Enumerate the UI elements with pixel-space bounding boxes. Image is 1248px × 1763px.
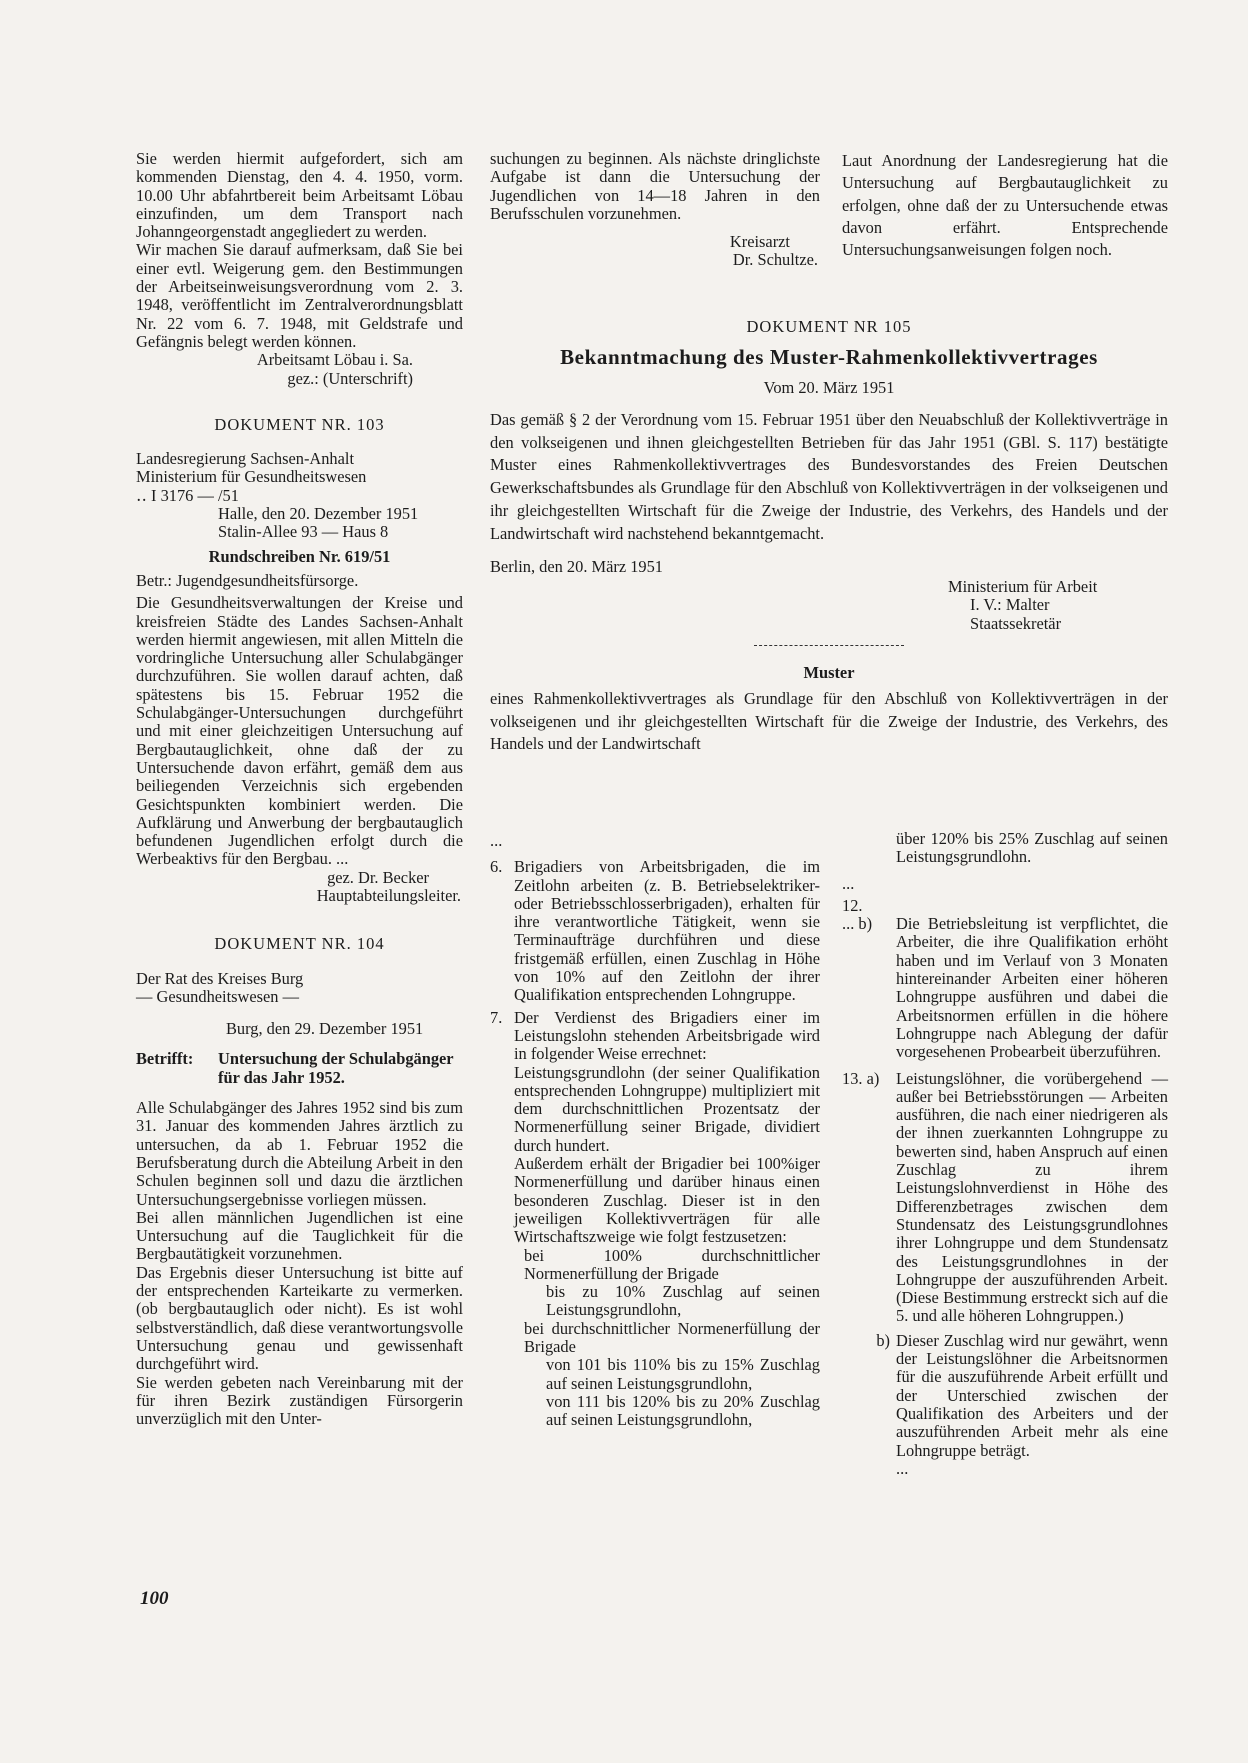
item-6 <box>490 858 820 1004</box>
doc103-address: Stalin-Allee 93 — Haus 8 <box>218 522 389 542</box>
doc105-section <box>490 318 1168 756</box>
muster-title: Muster <box>803 662 855 682</box>
doc103-body: Die Gesundheitsverwaltungen der Kreise und kreisfreien Städte des Landes Sachsen-Anhalt werden hiermit angewiesen, mit allen Mitteln die vordringliche Untersuchung aller Schulabgänger durchzuführen. Sie wollen darauf achten, daß spätestens bis 15. Februar 1952 die Schulabgänger-Untersuchungen durchgeführt und mit einer gleichzeitigen Untersuchung auf Bergbautauglichkeit, ohne daß der zu Untersuchende davon erfährt, gemäß dem aus beiliegenden Verzeichnis sich ergebenden Gesichtspunkten kombiniert werden. Die Aufklärung und Anwerbung der bergbautauglich befundenen Jugendlichen erfolgt durch die Werbeaktivs für den Bergbau. ... <box>136 593 463 869</box>
doc104-sender-line-2: — Gesundheitswesen — <box>136 986 299 1006</box>
doc102-signature-office: Arbeitsamt Löbau i. Sa. <box>256 350 413 370</box>
doc105-body: Das gemäß § 2 der Verordnung vom 15. Februar 1951 über den Neuabschluß der Kollektivverträge in den volkseigenen und ihnen gleichgestellten Betrieben für das Jahr 1951 (GBl. S. 117) bestätigte Muster eines Rahmenkollektivvertrages des Bundesvorstandes des Freien Deutschen Gewerkschaftsbundes als Grundlage für den Abschluß von Kollektivverträgen in der volkseigenen und ihr gleichgestellten Wirtschaft für die Zweige der Industrie, des Verkehrs, des Handels und der Landwirtschaft wird nachstehend bekanntgemacht. <box>490 409 1168 543</box>
doc105-signature-name: I. V.: Malter <box>970 595 1050 615</box>
item-13-b-text: Dieser Zuschlag wird nur gewährt, wenn der Leistungslöhner die Arbeitsnormen für die auszuführende Arbeit erfüllt und der Unterschied zwischen der Qualifikation des Arbeiters und der auszuführenden Arbeit mehr als eine Lohngruppe beträgt. <box>896 1330 1168 1460</box>
doc103-sender-line-3: ‥ I 3176 — /51 <box>136 485 239 505</box>
section-divider <box>490 645 1168 646</box>
doc104-paragraph-2: Bei allen männlichen Jugendlichen ist eine Untersuchung auf die Tauglichkeit für die Bergbautätigkeit vorzunehmen. <box>136 1207 463 1264</box>
column-right-bottom <box>842 830 1168 1478</box>
doc104-signature-title: Kreisarzt <box>729 232 790 252</box>
doc102-signature-name: gez.: (Unterschrift) <box>287 368 413 388</box>
bonus-scale-line-4: von 101 bis 110% bis zu 15% Zuschlag auf seinen Leistungsgrundlohn, <box>546 1355 820 1393</box>
doc103-place-date: Halle, den 20. Dezember 1951 <box>218 504 419 524</box>
item-13-b <box>842 1332 1168 1460</box>
doc104-sender-line-1: Der Rat des Kreises Burg <box>136 968 304 988</box>
doc104-paragraph-4: Sie werden gebeten nach Vereinbarung mit der für ihren Bezirk zuständigen Fürsorgerin unverzüglich mit den Unter- <box>136 1372 463 1429</box>
column-right-top <box>842 150 1168 261</box>
doc104-subject-line-1: Untersuchung der Schulabgänger <box>218 1049 454 1069</box>
doc103-heading: DOKUMENT NR. 103 <box>214 414 385 434</box>
doc102-paragraph-2: Wir machen Sie darauf aufmerksam, daß Sie bei einer evtl. Weigerung gem. den Bestimmungen der Arbeitseinweisungsverordnung vom 2. 3. 1948, veröffentlicht im Zentralverordnungsblatt Nr. 22 vom 6. 7. 1948, mit Geldstrafe und Gefängnis belegt werden können. <box>136 240 463 351</box>
ellipsis-mid: ... <box>842 873 855 893</box>
doc104-signature-name: Dr. Schultze. <box>732 250 818 270</box>
item-7-formula: Leistungsgrundlohn (der seiner Qualifikation entsprechenden Lohngruppe) multipliziert mit dem durchschnittlichen Prozentsatz der Normenerfüllung seiner Brigade, dividiert durch hundert. <box>514 1062 820 1155</box>
item-7-number: 7. <box>490 1007 503 1027</box>
doc104-continuation: suchungen zu beginnen. Als nächste dringlichste Aufgabe ist dann die Untersuchung der Jugendlichen von 14—18 Jahren in den Berufsschulen vorzunehmen. <box>490 149 820 223</box>
item-7-bonus: Außerdem erhält der Brigadier bei 100%iger Normenerfüllung und darüber hinaus einen besonderen Zuschlag. Dieser ist in den jeweiligen Kollektivverträgen für alle Wirtschaftszweige wie folgt festzusetzen: <box>514 1154 820 1247</box>
doc105-signature-ministry: Ministerium für Arbeit <box>948 576 1098 596</box>
bonus-scale-continuation: über 120% bis 25% Zuschlag auf seinen Leistungsgrundlohn. <box>896 829 1168 867</box>
bonus-scale-line-2: bis zu 10% Zuschlag auf seinen Leistungsgrundlohn, <box>546 1282 820 1320</box>
item-12-b <box>842 915 1168 1061</box>
column-middle-top <box>490 150 820 270</box>
ellipsis-start: ... <box>490 831 503 850</box>
doc103-signature-name: gez. Dr. Becker <box>327 867 429 887</box>
item-7 <box>490 1009 820 1064</box>
doc104-subject-line-2: für das Jahr 1952. <box>218 1067 345 1087</box>
doc103-signature-title: Hauptabteilungsleiter. <box>316 885 461 905</box>
doc104-paragraph-1: Alle Schulabgänger des Jahres 1952 sind bis zum 31. Januar des kommenden Jahres ärztlich zu untersuchen, da ab 1. Februar 1952 die Berufsberatung durch die Abteilung Arbeit in den Schulen beginnen soll und dazu die ärztlichen Untersuchungsergebnisse vorliegen müssen. <box>136 1098 463 1209</box>
page-number: 100 <box>140 1588 169 1609</box>
doc104-paragraph-3: Das Ergebnis dieser Untersuchung ist bitte auf der entsprechenden Karteikarte zu vermerken. (ob bergbautauglich oder nicht). Es ist wohl selbstverständlich, daß diese verantwortungsvolle Untersuchung genau und gewissenhaft durchgeführt wird. <box>136 1262 463 1374</box>
doc103-circular-number: Rundschreiben Nr. 619/51 <box>208 546 391 566</box>
bonus-scale-line-1: bei 100% durchschnittlicher Normenerfüllung der Brigade <box>524 1245 820 1283</box>
doc104-heading: DOKUMENT NR. 104 <box>214 934 385 954</box>
ellipsis-end: ... <box>896 1458 909 1478</box>
doc103-sender-line-1: Landesregierung Sachsen-Anhalt <box>136 449 355 469</box>
doc104-subject <box>136 1050 463 1087</box>
item-13-a <box>842 1070 1168 1326</box>
column-left <box>136 150 463 1428</box>
doc103-sender-line-2: Ministerium für Gesundheitswesen <box>136 467 367 487</box>
bonus-scale-line-3: bei durchschnittlicher Normenerfüllung der Brigade <box>524 1318 820 1357</box>
doc102-paragraph-1: Sie werden hiermit aufgefordert, sich am kommenden Dienstag, den 4. 4. 1950, vorm. 10.00 Uhr abfahrtbereit beim Arbeitsamt Löbau einzufinden, um dem Transport nach Johanngeorgenstadt angegliedert zu werden. <box>136 149 463 242</box>
doc105-signature-title: Staatssekretär <box>970 613 1062 633</box>
bonus-scale-line-5: von 111 bis 120% bis zu 20% Zuschlag auf seinen Leistungsgrundlohn, <box>546 1391 820 1430</box>
item-12-b-text: Die Betriebsleitung ist verpflichtet, die Arbeiter, die ihre Qualifikation erhöht haben und im Verlauf von 3 Monaten hintereinander Arbeiten einer höheren Lohngruppe ausführen und dabei die Arbeitsnormen erfüllen in die höhere Lohngruppe nach Ablegung der dafür vorgesehenen Probearbeit überzuführen. <box>896 914 1168 1062</box>
doc104-place-date: Burg, den 29. Dezember 1951 <box>226 1019 424 1039</box>
column-middle-bottom <box>490 832 820 1430</box>
item-12-b-number: ... b) <box>842 914 873 934</box>
doc105-title: Bekanntmachung des Muster-Rahmenkollektivvertrages <box>560 345 1098 370</box>
doc103-subject: Betr.: Jugendgesundheitsfürsorge. <box>136 570 359 590</box>
item-6-number: 6. <box>490 857 503 877</box>
item-12-number: 12. <box>842 895 863 915</box>
doc105-place-date: Berlin, den 20. März 1951 <box>490 556 663 576</box>
doc105-date: Vom 20. März 1951 <box>763 377 895 397</box>
doc104-subject-label: Betrifft: <box>136 1049 194 1069</box>
landesregierung-note: Laut Anordnung der Landesregierung hat die Untersuchung auf Bergbautauglichkeit zu erfolgen, ohne daß der zu Untersuchende etwas davon erfährt. Entsprechende Untersuchungsanweisungen folgen noch. <box>842 151 1168 260</box>
item-13-a-text: Leistungslöhner, die vorübergehend — außer bei Betriebsstörungen — Arbeiten ausführen, die nach einer niedrigeren als der ihnen zuerkannten Lohngruppe zu bewerten sind, haben Anspruch auf einen Zuschlag zu ihrem Leistungslohnverdienst in Höhe des Differenzbetrages zwischen dem Stundensatz des Leistungsgrundlohnes ihrer Lohngruppe und dem Stundensatz des Leistungsgrundlohnes in der Lohngruppe der auszuführenden Arbeit. (Diese Bestimmung erstreckt sich auf die 5. und alle höheren Lohngruppen.) <box>896 1068 1168 1326</box>
item-13-a-number: 13. a) <box>842 1068 880 1088</box>
item-13-b-number: b) <box>876 1330 890 1350</box>
item-6-text: Brigadiers von Arbeitsbrigaden, die im Zeitlohn arbeiten (z. B. Betriebselektriker- oder Betriebsschlosserbrigaden), erhalten für ihre verantwortliche Tätigkeit, wenn sie Terminaufträge durchführen und diese fristgemäß erfüllen, einen Zuschlag in Höhe von 10% auf den Zeitlohn der ihrer Qualifikation entsprechenden Lohngruppe. <box>514 857 820 1005</box>
item-7-text: Der Verdienst des Brigadiers einer im Leistungslohn stehenden Arbeitsbrigade wird in folgender Weise errechnet: <box>514 1007 820 1064</box>
muster-subtitle: eines Rahmenkollektivvertrages als Grundlage für den Abschluß von Kollektivverträgen in der volkseigenen und ihr gleichgestellten Wirtschaft für die Zweige der Industrie, des Verkehrs, des Handels und der Landwirtschaft <box>490 689 1168 754</box>
doc105-heading: DOKUMENT NR 105 <box>746 317 912 336</box>
